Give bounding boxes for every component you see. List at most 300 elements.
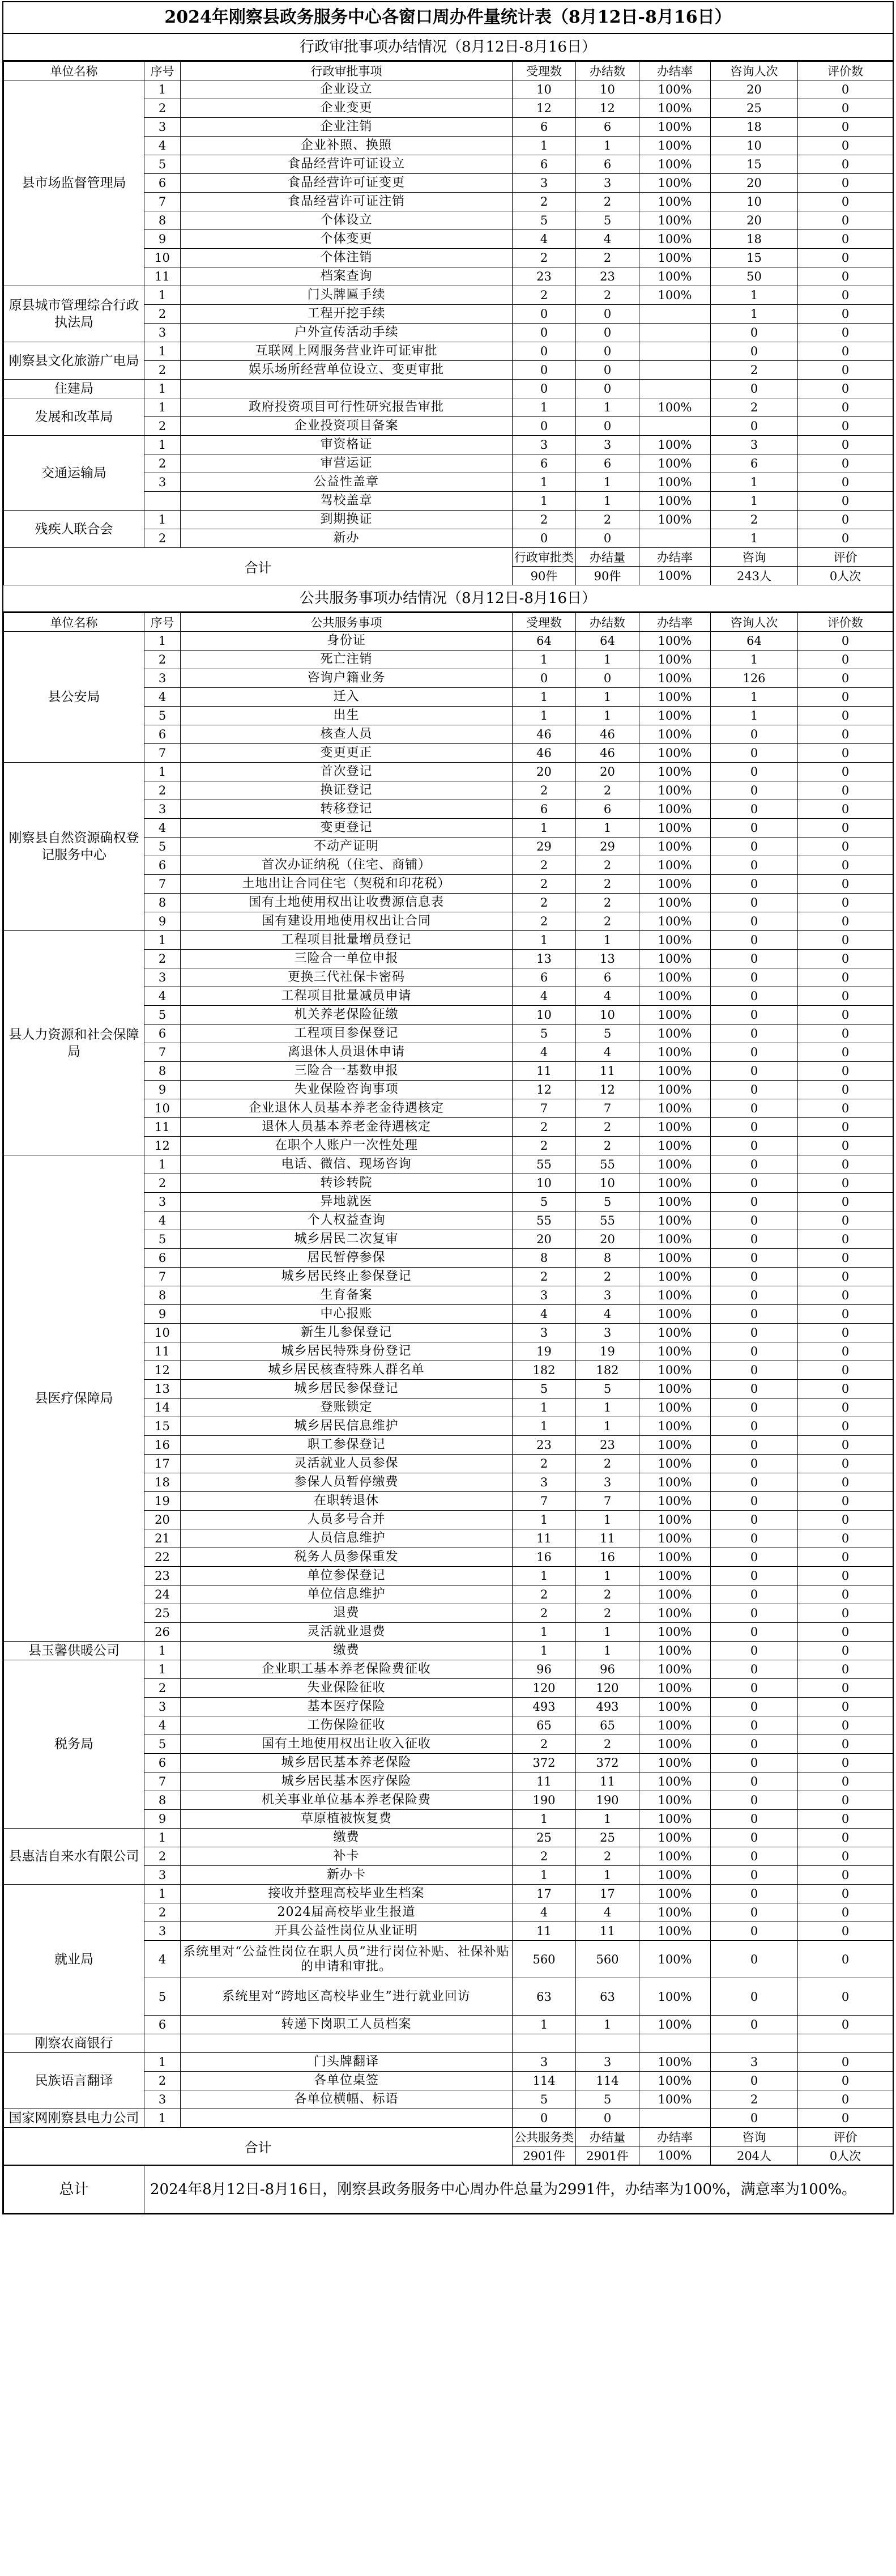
index-cell <box>144 492 181 511</box>
rating-cell: 0 <box>798 1118 893 1137</box>
index-cell: 26 <box>144 1623 181 1642</box>
item-cell: 工程开挖手续 <box>181 305 513 324</box>
department-cell: 县惠洁自来水有限公司 <box>4 1829 144 1885</box>
rate-cell: 100% <box>639 1398 711 1417</box>
inquiry-cell: 0 <box>711 1099 798 1118</box>
inquiry-cell: 15 <box>711 155 798 174</box>
rate-cell: 100% <box>639 1903 711 1922</box>
summary-head-cell: 评价 <box>798 2128 893 2146</box>
rate-cell: 100% <box>639 1623 711 1642</box>
accepted-cell: 1 <box>513 1511 576 1529</box>
inquiry-cell: 20 <box>711 211 798 230</box>
inquiry-cell: 0 <box>711 912 798 931</box>
accepted-cell: 6 <box>513 118 576 137</box>
inquiry-cell: 18 <box>711 230 798 249</box>
rating-cell: 0 <box>798 1810 893 1829</box>
rate-cell: 100% <box>639 2090 711 2109</box>
completed-cell: 13 <box>576 950 639 968</box>
table-row <box>4 2034 893 2053</box>
index-cell: 8 <box>144 1791 181 1810</box>
accepted-cell: 23 <box>513 267 576 286</box>
rate-cell: 100% <box>639 1342 711 1361</box>
completed-cell: 1 <box>576 1866 639 1885</box>
department-cell: 发展和改革局 <box>4 398 144 436</box>
item-cell: 首次登记 <box>181 763 513 781</box>
inquiry-cell: 0 <box>711 1436 798 1455</box>
index-cell: 1 <box>144 2053 181 2072</box>
statistics-sheet <box>2 1 894 2214</box>
index-cell: 1 <box>144 380 181 398</box>
rate-cell: 100% <box>639 1249 711 1268</box>
summary-label: 合计 <box>4 548 513 585</box>
inquiry-cell: 0 <box>711 950 798 968</box>
inquiry-cell: 6 <box>711 454 798 473</box>
completed-cell: 25 <box>576 1829 639 1847</box>
accepted-cell: 6 <box>513 800 576 819</box>
summary-head-cell: 办结率 <box>639 548 711 567</box>
accepted-cell: 0 <box>513 305 576 324</box>
inquiry-cell: 1 <box>711 305 798 324</box>
department-cell: 国家网刚察县电力公司 <box>4 2109 144 2128</box>
item-cell: 人员多号合并 <box>181 1511 513 1529</box>
item-cell: 驾校盖章 <box>181 492 513 511</box>
accepted-cell: 1 <box>513 1866 576 1885</box>
rating-cell: 0 <box>798 931 893 950</box>
index-cell: 3 <box>144 324 181 342</box>
index-cell: 1 <box>144 2109 181 2128</box>
summary-head-cell: 咨询 <box>711 2128 798 2146</box>
accepted-cell: 11 <box>513 1922 576 1941</box>
item-cell: 审资格证 <box>181 436 513 454</box>
index-cell: 2 <box>144 454 181 473</box>
item-cell: 生育备案 <box>181 1286 513 1305</box>
item-cell: 城乡居民基本医疗保险 <box>181 1772 513 1791</box>
summary-value-cell: 243人 <box>711 567 798 585</box>
completed-cell: 2 <box>576 1268 639 1286</box>
index-cell: 5 <box>144 838 181 856</box>
rate-cell: 100% <box>639 1885 711 1903</box>
inquiry-cell: 0 <box>711 856 798 875</box>
accepted-cell: 19 <box>513 1342 576 1361</box>
completed-cell: 120 <box>576 1679 639 1698</box>
completed-cell: 1 <box>576 137 639 155</box>
rating-cell: 0 <box>798 324 893 342</box>
index-cell: 1 <box>144 1155 181 1174</box>
department-cell: 县医疗保障局 <box>4 1155 144 1642</box>
summary-value-cell: 2901件 <box>576 2146 639 2165</box>
rate-cell: 100% <box>639 651 711 669</box>
accepted-cell: 1 <box>513 1417 576 1436</box>
index-cell: 7 <box>144 193 181 211</box>
index-cell: 3 <box>144 473 181 492</box>
rate-cell: 100% <box>639 968 711 987</box>
accepted-cell: 4 <box>513 1305 576 1324</box>
completed-cell: 11 <box>576 1922 639 1941</box>
rate-cell: 100% <box>639 1810 711 1829</box>
rating-cell: 0 <box>798 1922 893 1941</box>
inquiry-cell: 0 <box>711 894 798 912</box>
summary-value-cell: 204人 <box>711 2146 798 2165</box>
rating-cell: 0 <box>798 118 893 137</box>
index-cell: 15 <box>144 1417 181 1436</box>
inquiry-cell: 1 <box>711 651 798 669</box>
rating-cell: 0 <box>798 80 893 99</box>
rate-cell: 100% <box>639 931 711 950</box>
rating-cell: 0 <box>798 454 893 473</box>
rate-cell: 100% <box>639 744 711 763</box>
index-cell: 13 <box>144 1380 181 1398</box>
index-cell: 2 <box>144 1174 181 1193</box>
completed-cell: 190 <box>576 1791 639 1810</box>
grand-total-row <box>4 2166 893 2213</box>
completed-cell: 0 <box>576 305 639 324</box>
summary-head-cell: 办结量 <box>576 2128 639 2146</box>
rating-cell: 0 <box>798 894 893 912</box>
completed-cell: 2 <box>576 856 639 875</box>
accepted-cell: 10 <box>513 80 576 99</box>
completed-cell: 6 <box>576 968 639 987</box>
rate-cell <box>639 2034 711 2053</box>
summary-head-cell: 行政审批类 <box>513 548 576 567</box>
accepted-cell: 120 <box>513 1679 576 1698</box>
inquiry-cell: 0 <box>711 1473 798 1492</box>
column-header: 咨询人次 <box>711 613 798 632</box>
completed-cell: 1 <box>576 1623 639 1642</box>
completed-cell: 10 <box>576 1006 639 1025</box>
item-cell: 企业设立 <box>181 80 513 99</box>
rate-cell: 100% <box>639 1324 711 1342</box>
table-row <box>4 632 893 651</box>
rating-cell: 0 <box>798 838 893 856</box>
index-cell: 19 <box>144 1492 181 1511</box>
column-header: 序号 <box>144 62 181 80</box>
inquiry-cell: 0 <box>711 1791 798 1810</box>
rate-cell <box>639 380 711 398</box>
rate-cell: 100% <box>639 1698 711 1716</box>
completed-cell: 1 <box>576 651 639 669</box>
inquiry-cell: 0 <box>711 800 798 819</box>
inquiry-cell: 2 <box>711 2090 798 2109</box>
index-cell: 3 <box>144 1193 181 1212</box>
item-cell: 企业投资项目备案 <box>181 417 513 436</box>
completed-cell: 7 <box>576 1492 639 1511</box>
accepted-cell: 1 <box>513 1642 576 1660</box>
rating-cell: 0 <box>798 1716 893 1735</box>
item-cell: 各单位桌签 <box>181 2072 513 2090</box>
accepted-cell: 4 <box>513 1043 576 1062</box>
inquiry-cell: 0 <box>711 763 798 781</box>
item-cell: 登账锁定 <box>181 1398 513 1417</box>
department-cell: 县市场监督管理局 <box>4 80 144 286</box>
index-cell: 8 <box>144 1286 181 1305</box>
item-cell: 失业保险征收 <box>181 1679 513 1698</box>
completed-cell: 23 <box>576 1436 639 1455</box>
rating-cell: 0 <box>798 1941 893 1978</box>
column-header: 办结数 <box>576 62 639 80</box>
completed-cell: 8 <box>576 1249 639 1268</box>
inquiry-cell: 0 <box>711 744 798 763</box>
rate-cell: 100% <box>639 1062 711 1081</box>
item-cell: 审营运证 <box>181 454 513 473</box>
rate-cell: 100% <box>639 2016 711 2034</box>
index-cell: 11 <box>144 1118 181 1137</box>
accepted-cell: 11 <box>513 1062 576 1081</box>
item-cell: 变更更正 <box>181 744 513 763</box>
inquiry-cell: 2 <box>711 361 798 380</box>
accepted-cell: 55 <box>513 1212 576 1230</box>
completed-cell: 20 <box>576 763 639 781</box>
completed-cell: 0 <box>576 361 639 380</box>
inquiry-cell: 0 <box>711 931 798 950</box>
rate-cell: 100% <box>639 473 711 492</box>
rate-cell: 100% <box>639 80 711 99</box>
inquiry-cell: 0 <box>711 968 798 987</box>
rating-cell: 0 <box>798 1978 893 2016</box>
column-header: 序号 <box>144 613 181 632</box>
item-cell: 草原植被恢复费 <box>181 1810 513 1829</box>
rating-cell: 0 <box>798 2090 893 2109</box>
rating-cell: 0 <box>798 417 893 436</box>
completed-cell: 493 <box>576 1698 639 1716</box>
accepted-cell: 13 <box>513 950 576 968</box>
rating-cell: 0 <box>798 492 893 511</box>
rate-cell: 100% <box>639 230 711 249</box>
index-cell: 3 <box>144 968 181 987</box>
rate-cell: 100% <box>639 1716 711 1735</box>
item-cell <box>181 380 513 398</box>
item-cell: 工程项目批量减员申请 <box>181 987 513 1006</box>
rating-cell: 0 <box>798 1081 893 1099</box>
completed-cell: 11 <box>576 1772 639 1791</box>
accepted-cell: 1 <box>513 137 576 155</box>
completed-cell: 4 <box>576 1903 639 1922</box>
inquiry-cell: 0 <box>711 1043 798 1062</box>
item-cell: 变更登记 <box>181 819 513 838</box>
inquiry-cell: 0 <box>711 2109 798 2128</box>
completed-cell: 16 <box>576 1548 639 1567</box>
rate-cell: 100% <box>639 1436 711 1455</box>
completed-cell: 10 <box>576 1174 639 1193</box>
item-cell: 新生儿参保登记 <box>181 1324 513 1342</box>
admin-section-title: 行政审批事项办结情况（8月12日-8月16日） <box>3 34 893 61</box>
index-cell: 6 <box>144 174 181 193</box>
item-cell: 电话、微信、现场咨询 <box>181 1155 513 1174</box>
inquiry-cell: 18 <box>711 118 798 137</box>
completed-cell: 3 <box>576 2053 639 2072</box>
table-row <box>4 511 893 529</box>
inquiry-cell: 0 <box>711 987 798 1006</box>
completed-cell: 20 <box>576 1230 639 1249</box>
index-cell: 16 <box>144 1436 181 1455</box>
completed-cell: 17 <box>576 1885 639 1903</box>
index-cell: 1 <box>144 1885 181 1903</box>
index-cell: 12 <box>144 1361 181 1380</box>
accepted-cell: 2 <box>513 1137 576 1155</box>
rate-cell: 100% <box>639 118 711 137</box>
inquiry-cell: 0 <box>711 1286 798 1305</box>
rating-cell: 0 <box>798 2109 893 2128</box>
index-cell: 5 <box>144 707 181 725</box>
completed-cell: 11 <box>576 1062 639 1081</box>
rate-cell: 100% <box>639 454 711 473</box>
completed-cell: 2 <box>576 1118 639 1137</box>
index-cell: 1 <box>144 1829 181 1847</box>
rating-cell: 0 <box>798 305 893 324</box>
rating-cell: 0 <box>798 1847 893 1866</box>
accepted-cell: 1 <box>513 473 576 492</box>
summary-head-cell: 公共服务类 <box>513 2128 576 2146</box>
accepted-cell: 6 <box>513 155 576 174</box>
item-cell: 城乡居民信息维护 <box>181 1417 513 1436</box>
item-cell: 国有土地使用权出让收入征收 <box>181 1735 513 1754</box>
inquiry-cell: 25 <box>711 99 798 118</box>
item-cell: 在职转退休 <box>181 1492 513 1511</box>
inquiry-cell: 0 <box>711 1529 798 1548</box>
accepted-cell: 63 <box>513 1978 576 2016</box>
rate-cell: 100% <box>639 987 711 1006</box>
rating-cell: 0 <box>798 1829 893 1847</box>
department-cell: 住建局 <box>4 380 144 398</box>
rate-cell: 100% <box>639 1754 711 1772</box>
index-cell: 1 <box>144 1642 181 1660</box>
rate-cell: 100% <box>639 1548 711 1567</box>
table-row <box>4 342 893 361</box>
rating-cell: 0 <box>798 1642 893 1660</box>
rate-cell: 100% <box>639 1922 711 1941</box>
accepted-cell: 114 <box>513 2072 576 2090</box>
item-cell: 更换三代社保卡密码 <box>181 968 513 987</box>
completed-cell: 3 <box>576 174 639 193</box>
rate-cell: 100% <box>639 1118 711 1137</box>
rating-cell: 0 <box>798 968 893 987</box>
column-header: 行政审批事项 <box>181 62 513 80</box>
index-cell: 4 <box>144 137 181 155</box>
summary-label: 合计 <box>4 2128 513 2165</box>
completed-cell: 0 <box>576 529 639 548</box>
inquiry-cell: 20 <box>711 80 798 99</box>
rate-cell: 100% <box>639 155 711 174</box>
accepted-cell: 7 <box>513 1099 576 1118</box>
item-cell: 城乡居民特殊身份登记 <box>181 1342 513 1361</box>
index-cell: 10 <box>144 249 181 267</box>
inquiry-cell: 1 <box>711 473 798 492</box>
index-cell: 3 <box>144 2090 181 2109</box>
item-cell: 新办卡 <box>181 1866 513 1885</box>
index-cell: 10 <box>144 1324 181 1342</box>
accepted-cell: 3 <box>513 1324 576 1342</box>
item-cell: 到期换证 <box>181 511 513 529</box>
accepted-cell: 1 <box>513 1398 576 1417</box>
table-row <box>4 1642 893 1660</box>
rate-cell: 100% <box>639 894 711 912</box>
rating-cell: 0 <box>798 1006 893 1025</box>
index-cell: 2 <box>144 361 181 380</box>
item-cell: 工伤保险征收 <box>181 1716 513 1735</box>
index-cell: 6 <box>144 725 181 744</box>
item-cell: 单位信息维护 <box>181 1585 513 1604</box>
inquiry-cell: 1 <box>711 286 798 305</box>
inquiry-cell: 3 <box>711 2053 798 2072</box>
completed-cell: 5 <box>576 1025 639 1043</box>
accepted-cell: 96 <box>513 1660 576 1679</box>
accepted-cell: 2 <box>513 1847 576 1866</box>
rating-cell: 0 <box>798 1380 893 1398</box>
accepted-cell: 1 <box>513 931 576 950</box>
column-header: 受理数 <box>513 62 576 80</box>
rating-cell: 0 <box>798 230 893 249</box>
index-cell: 4 <box>144 987 181 1006</box>
completed-cell: 2 <box>576 1137 639 1155</box>
inquiry-cell: 0 <box>711 1174 798 1193</box>
item-cell: 企业职工基本养老保险费征收 <box>181 1660 513 1679</box>
accepted-cell: 2 <box>513 1585 576 1604</box>
rating-cell: 0 <box>798 1230 893 1249</box>
completed-cell: 46 <box>576 725 639 744</box>
index-cell: 1 <box>144 80 181 99</box>
item-cell <box>181 2109 513 2128</box>
index-cell: 7 <box>144 875 181 894</box>
index-cell: 9 <box>144 1810 181 1829</box>
item-cell: 在职个人账户一次性处理 <box>181 1137 513 1155</box>
completed-cell: 96 <box>576 1660 639 1679</box>
summary-head-row <box>4 548 893 567</box>
rating-cell: 0 <box>798 155 893 174</box>
index-cell: 21 <box>144 1529 181 1548</box>
table-row <box>4 763 893 781</box>
inquiry-cell: 0 <box>711 1062 798 1081</box>
index-cell: 1 <box>144 398 181 417</box>
summary-value-cell: 0人次 <box>798 2146 893 2165</box>
rating-cell: 0 <box>798 987 893 1006</box>
column-header: 公共服务事项 <box>181 613 513 632</box>
rating-cell: 0 <box>798 1623 893 1642</box>
department-cell: 残疾人联合会 <box>4 511 144 548</box>
rate-cell <box>639 324 711 342</box>
item-cell: 转移登记 <box>181 800 513 819</box>
rate-cell: 100% <box>639 1941 711 1978</box>
accepted-cell: 2 <box>513 286 576 305</box>
item-cell: 转诊转院 <box>181 1174 513 1193</box>
accepted-cell: 1 <box>513 398 576 417</box>
inquiry-cell: 0 <box>711 1006 798 1025</box>
accepted-cell: 5 <box>513 1025 576 1043</box>
inquiry-cell: 0 <box>711 380 798 398</box>
rating-cell: 0 <box>798 950 893 968</box>
completed-cell: 372 <box>576 1754 639 1772</box>
completed-cell: 2 <box>576 286 639 305</box>
completed-cell: 2 <box>576 193 639 211</box>
rating-cell: 0 <box>798 651 893 669</box>
rating-cell: 0 <box>798 473 893 492</box>
completed-cell: 10 <box>576 80 639 99</box>
inquiry-cell: 0 <box>711 1978 798 2016</box>
accepted-cell: 55 <box>513 1155 576 1174</box>
completed-cell: 1 <box>576 1642 639 1660</box>
index-cell: 1 <box>144 931 181 950</box>
accepted-cell: 2 <box>513 1118 576 1137</box>
item-cell: 机关事业单位基本养老保险费 <box>181 1791 513 1810</box>
grand-total-label: 总计 <box>4 2166 144 2213</box>
rating-cell: 0 <box>798 1417 893 1436</box>
index-cell: 4 <box>144 819 181 838</box>
index-cell: 10 <box>144 1099 181 1118</box>
column-header: 办结率 <box>639 62 711 80</box>
department-cell: 税务局 <box>4 1660 144 1829</box>
column-header: 办结数 <box>576 613 639 632</box>
completed-cell: 29 <box>576 838 639 856</box>
completed-cell: 2 <box>576 1847 639 1866</box>
completed-cell: 2 <box>576 249 639 267</box>
